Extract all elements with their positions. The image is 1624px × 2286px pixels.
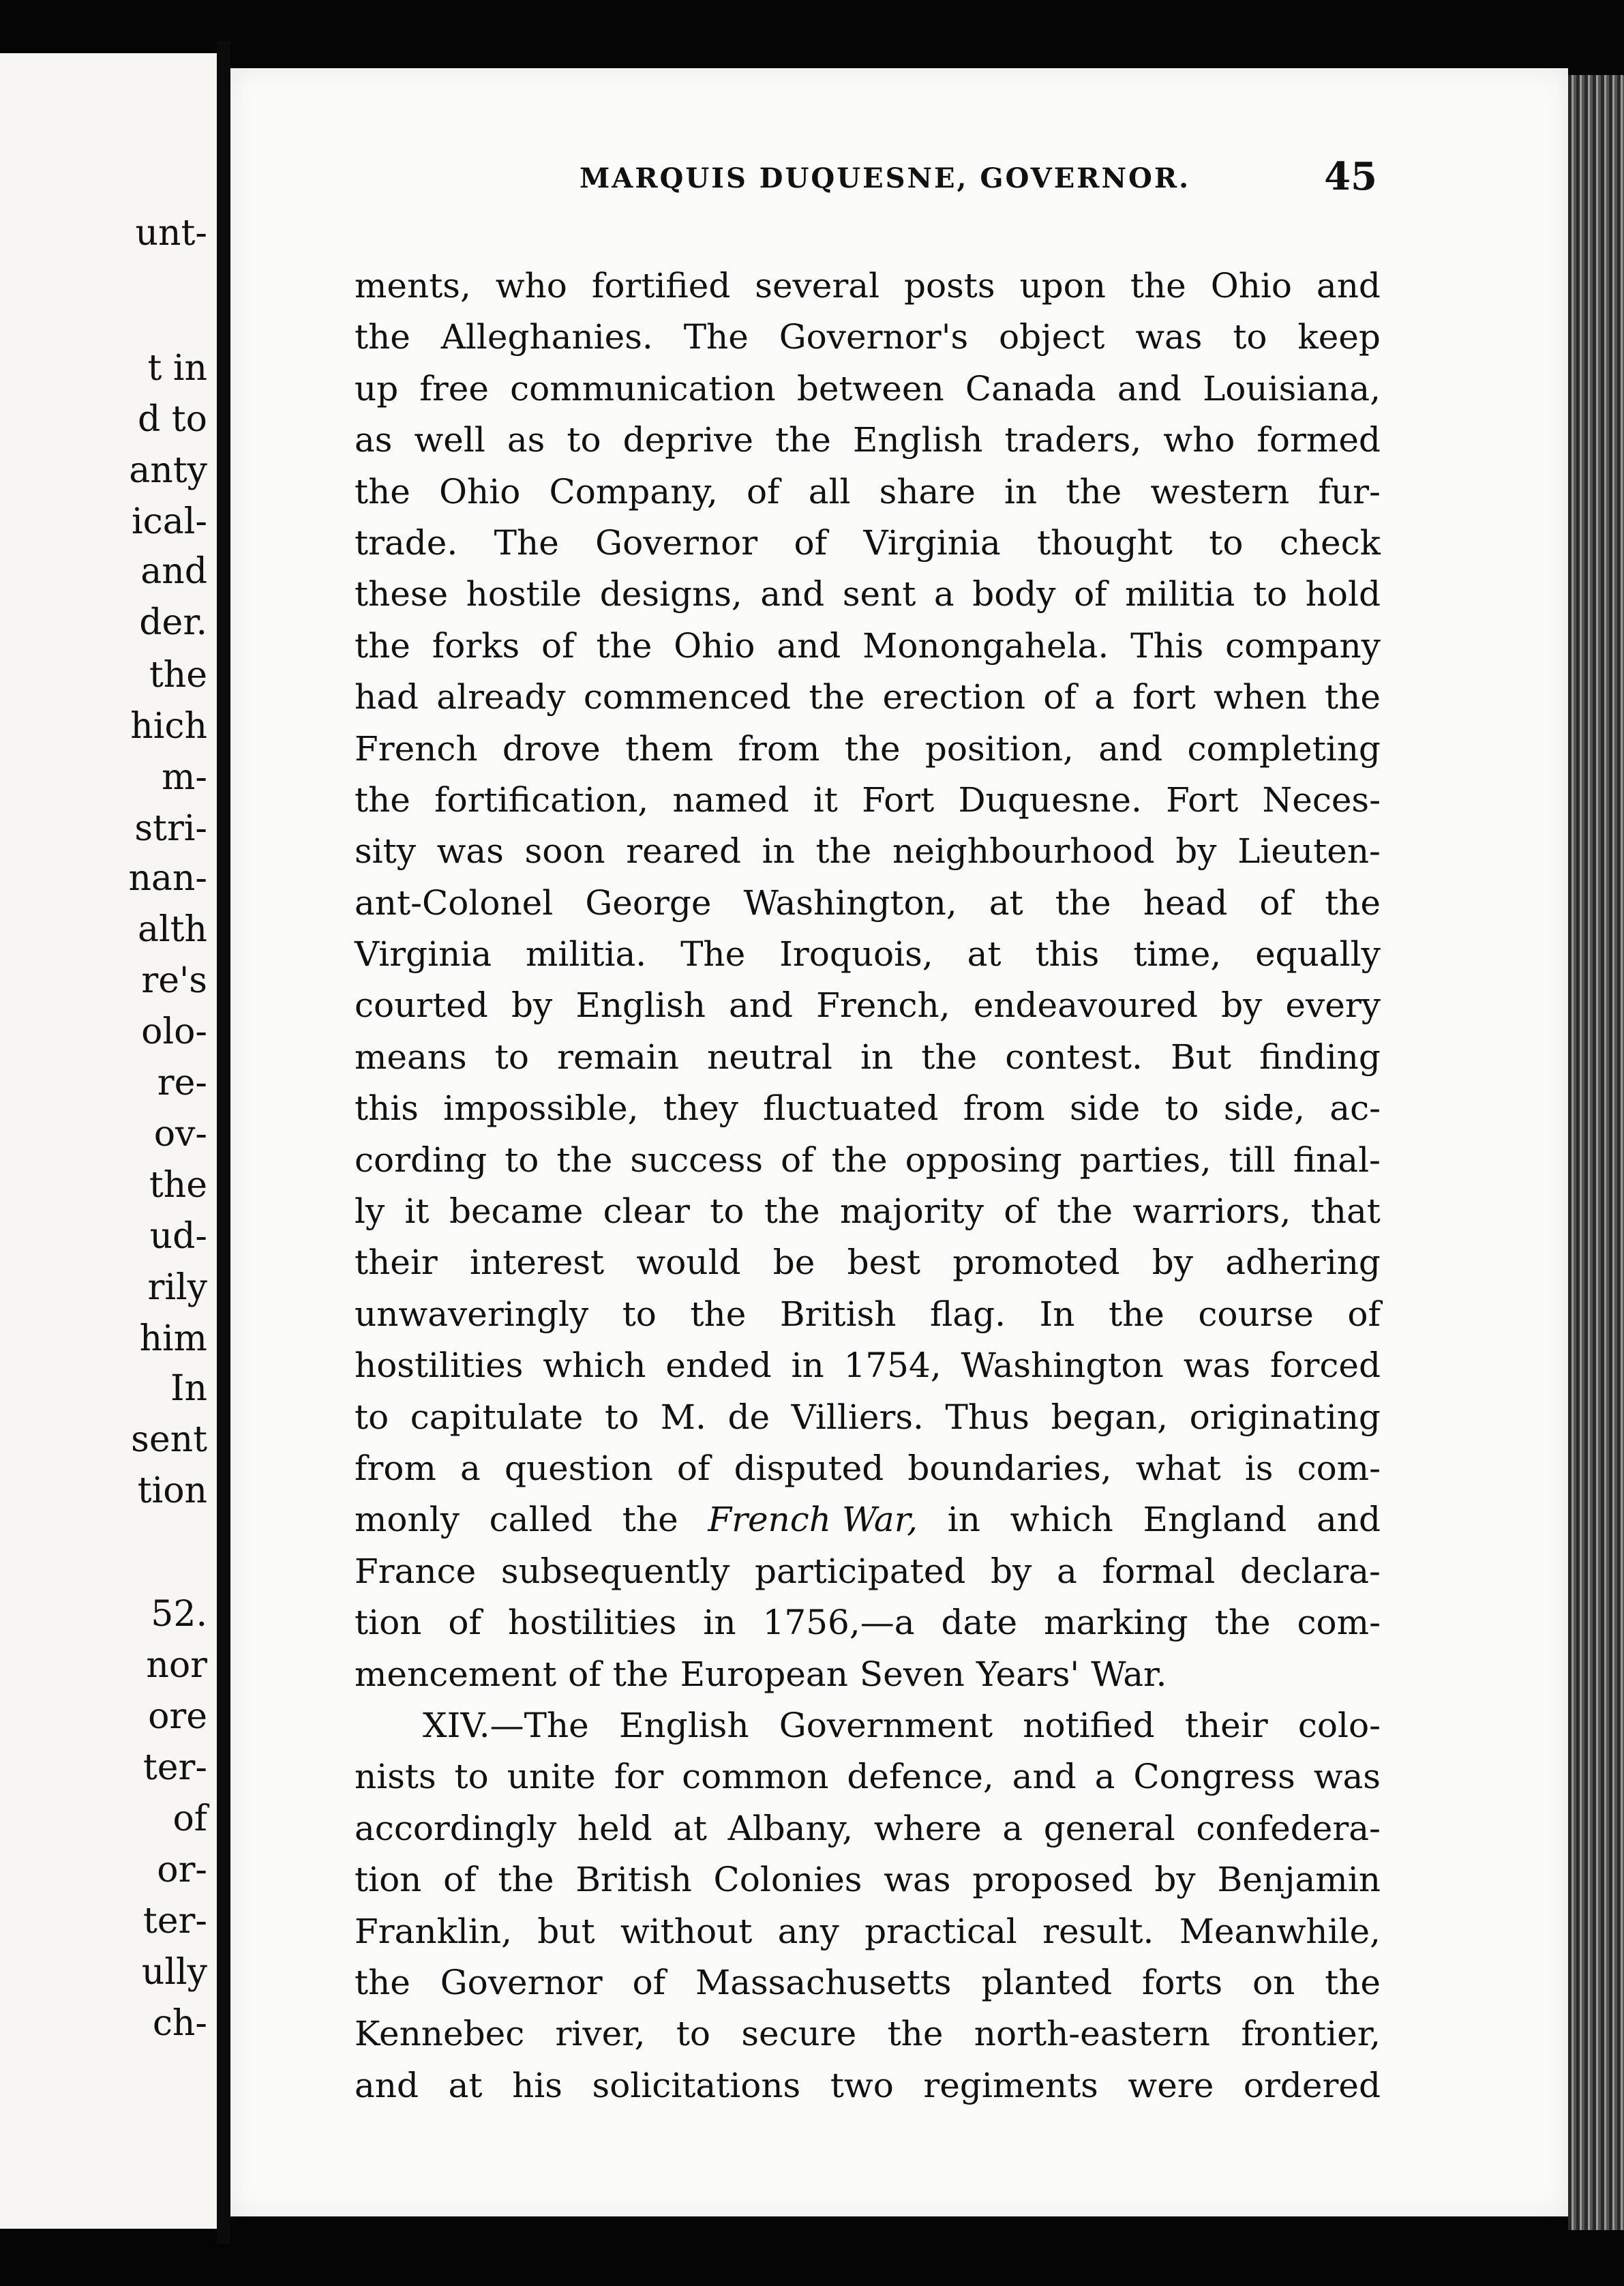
text-line: French drove them from the position, and completing xyxy=(355,728,1381,769)
left-page-fragment: ore xyxy=(148,1696,207,1737)
text-line: Kennebec river, to secure the north-eastern frontier, xyxy=(355,2014,1381,2054)
left-page-fragment: der. xyxy=(139,602,207,643)
text-line: nists to unite for common defence, and a Congress was xyxy=(355,1757,1381,1797)
text-line: courted by English and French, endeavoured by every xyxy=(355,985,1381,1026)
text-line: these hostile designs, and sent a body of militia to hold xyxy=(355,574,1381,614)
text-line: ant-Colonel George Washington, at the head of the xyxy=(355,882,1381,923)
text-line: France subsequently participated by a formal declara- xyxy=(355,1551,1381,1591)
text-line: the forks of the Ohio and Monongahela. This company xyxy=(355,625,1381,666)
text-line: accordingly held at Albany, where a general confedera- xyxy=(355,1808,1381,1848)
text-line: mencement of the European Seven Years' War. xyxy=(355,1654,1167,1694)
text-line: tion of hostilities in 1756,—a date marking the com- xyxy=(355,1603,1381,1643)
left-page-fragment: m- xyxy=(162,757,207,798)
left-page-fragment: of xyxy=(172,1798,207,1839)
text-line: monly called the French War, in which England and xyxy=(355,1500,1381,1540)
text-line: and at his solicitations two regiments were ordered xyxy=(355,2065,1381,2105)
left-page-fragment: ud- xyxy=(149,1216,207,1257)
running-header-title: MARQUIS DUQUESNE, GOVERNOR. xyxy=(580,162,1191,194)
text-line: hostilities which ended in 1754, Washington was forced xyxy=(355,1346,1381,1386)
text-line: the Governor of Massachusetts planted forts on the xyxy=(355,1962,1381,2002)
text-line: sity was soon reared in the neighbourhood by Lieuten- xyxy=(355,831,1381,872)
left-page-fragment: hich xyxy=(130,706,207,747)
left-page-fragment: ical- xyxy=(132,501,207,542)
text-line: trade. The Governor of Virginia thought to check xyxy=(355,522,1381,563)
left-page-fragment: re's xyxy=(141,960,207,1001)
text-line: means to remain neutral in the contest. But finding xyxy=(355,1037,1381,1077)
text-line: had already commenced the erection of a fort when the xyxy=(355,677,1381,717)
page-edge-stack xyxy=(1568,75,1624,2230)
left-page-fragment: the xyxy=(149,655,207,696)
book-gutter xyxy=(217,41,230,2244)
text-line: Virginia militia. The Iroquois, at this time, equally xyxy=(355,934,1381,975)
text-line: tion of the British Colonies was proposed by Benjamin xyxy=(355,1860,1381,1900)
text-line: the Ohio Company, of all share in the western fur- xyxy=(355,471,1381,511)
left-page-fragment: alth xyxy=(137,909,207,950)
left-page-fragment: or- xyxy=(157,1850,207,1890)
left-page-fragment: ter- xyxy=(142,1901,207,1942)
text-line: cording to the success of the opposing parties, till final- xyxy=(355,1140,1381,1180)
left-page-fragment: tion xyxy=(137,1470,207,1511)
text-line: the fortification, named it Fort Duquesne. Fort Neces- xyxy=(355,780,1381,820)
left-page-fragment: anty xyxy=(129,450,207,491)
left-page-fragment: him xyxy=(139,1318,207,1359)
left-page-fragment: sent xyxy=(131,1419,207,1460)
text-line: from a question of disputed boundaries, what is com- xyxy=(355,1448,1381,1488)
text-line: Franklin, but without any practical result. Meanwhile, xyxy=(355,1911,1381,1951)
text-line: as well as to deprive the English traders, who formed xyxy=(355,420,1381,460)
left-page-fragment: olo- xyxy=(141,1011,207,1052)
left-page-fragment: t in xyxy=(147,348,207,389)
left-page-fragment: nor xyxy=(146,1645,207,1686)
left-page-fragment: ter- xyxy=(142,1747,207,1788)
left-page-fragment: 52. xyxy=(151,1594,207,1635)
text-line: ly it became clear to the majority of the warriors, that xyxy=(355,1191,1381,1232)
left-page-fragment: re- xyxy=(157,1063,207,1103)
left-page-fragment: and xyxy=(140,551,207,592)
left-facing-page xyxy=(0,53,217,2229)
left-page-fragment: nan- xyxy=(128,858,207,899)
text-line: ments, who fortified several posts upon the Ohio and xyxy=(355,266,1381,306)
text-line: the Alleghanies. The Governor's object was to keep xyxy=(355,317,1381,357)
left-page-fragment: In xyxy=(170,1368,207,1409)
body-text xyxy=(355,261,1381,2111)
text-line: XIV.—The English Government notified their colo- xyxy=(423,1705,1381,1745)
text-line: up free communication between Canada and Louisiana, xyxy=(355,368,1381,409)
left-page-fragment: d to xyxy=(137,399,207,440)
left-page-fragment: unt- xyxy=(135,213,207,254)
text-line: this impossible, they fluctuated from side to side, ac- xyxy=(355,1088,1381,1129)
running-header xyxy=(341,154,1377,202)
text-line: unwaveringly to the British flag. In the course of xyxy=(355,1294,1381,1334)
page-number: 45 xyxy=(1324,154,1377,199)
left-page-fragment: ov- xyxy=(153,1114,207,1155)
left-page-fragment: rily xyxy=(147,1267,207,1308)
left-page-fragment: the xyxy=(149,1165,207,1206)
text-line: their interest would be best promoted by adhering xyxy=(355,1243,1381,1283)
text-line: to capitulate to M. de Villiers. Thus began, originating xyxy=(355,1397,1381,1437)
left-page-fragment: ully xyxy=(141,1952,207,1993)
left-page-fragment: ch- xyxy=(152,2003,207,2044)
left-page-fragment: stri- xyxy=(134,808,207,849)
